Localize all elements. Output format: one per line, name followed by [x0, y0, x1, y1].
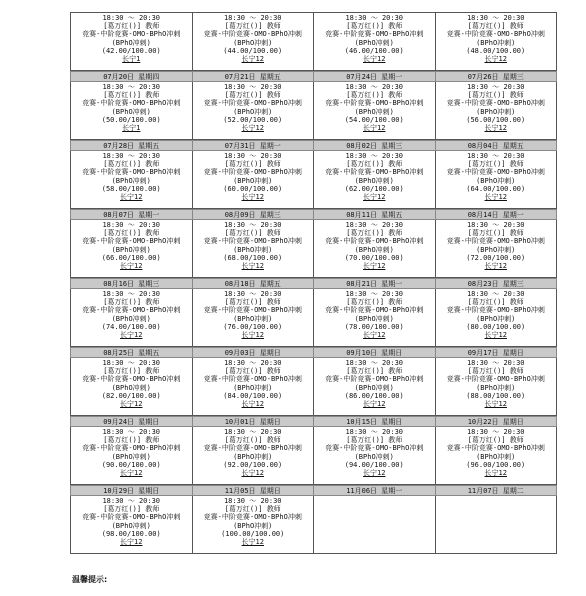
schedule-row — [70, 416, 557, 485]
session-course: 竞赛-中阶竞赛-OMO-BPhO冲刺 — [82, 513, 181, 522]
session-sub: (BPhO冲刺) — [111, 521, 151, 530]
session-course: 竞赛-中阶竞赛-OMO-BPhO冲刺 — [82, 375, 181, 384]
session-campus: 长宁12 — [484, 54, 507, 63]
class-session-cell — [436, 220, 558, 278]
session-time: 18:30 ～ 20:30 — [102, 221, 161, 229]
session-teacher: [葛万红()] 教师 — [467, 436, 524, 445]
date-header-row — [70, 278, 557, 289]
session-course: 竞赛-中阶竞赛-OMO-BPhO冲刺 — [325, 444, 424, 453]
session-time: 18:30 ～ 20:30 — [223, 14, 282, 22]
session-campus: 长宁12 — [241, 468, 264, 477]
session-teacher: [葛万红()] 教师 — [224, 367, 281, 376]
session-progress: (68.00/100.00) — [223, 253, 283, 262]
session-progress: (52.00/100.00) — [223, 115, 283, 124]
schedule-row — [70, 209, 557, 278]
session-campus: 长宁12 — [363, 330, 386, 339]
date-header: 10月01日 星期日 — [193, 416, 315, 427]
date-header: 09月03日 星期日 — [193, 347, 315, 358]
date-header: 08月18日 星期五 — [193, 278, 315, 289]
class-session-cell — [314, 289, 436, 347]
session-teacher: [葛万红()] 教师 — [467, 229, 524, 238]
session-progress: (66.00/100.00) — [101, 253, 161, 262]
session-sub: (BPhO冲刺) — [111, 452, 151, 461]
session-progress: (86.00/100.00) — [344, 391, 404, 400]
session-sub: (BPhO冲刺) — [111, 314, 151, 323]
session-sub: (BPhO冲刺) — [476, 38, 516, 47]
session-sub: (BPhO冲刺) — [354, 38, 394, 47]
session-sub: (BPhO冲刺) — [111, 38, 151, 47]
date-header: 08月16日 星期三 — [71, 278, 193, 289]
session-course: 竞赛-中阶竞赛-OMO-BPhO冲刺 — [82, 168, 181, 177]
session-time: 18:30 ～ 20:30 — [466, 221, 525, 229]
class-session-cell — [71, 151, 193, 209]
session-progress: (62.00/100.00) — [344, 184, 404, 193]
session-course: 竞赛-中阶竞赛-OMO-BPhO冲刺 — [325, 306, 424, 315]
session-campus: 长宁12 — [241, 123, 264, 132]
session-time: 18:30 ～ 20:30 — [223, 290, 282, 298]
session-progress: (60.00/100.00) — [223, 184, 283, 193]
session-time: 18:30 ～ 20:30 — [345, 152, 404, 160]
session-teacher: [葛万红()] 教师 — [103, 229, 160, 238]
session-progress: (58.00/100.00) — [101, 184, 161, 193]
date-header: 08月11日 星期五 — [314, 209, 436, 220]
session-time: 18:30 ～ 20:30 — [345, 359, 404, 367]
session-teacher: [葛万红()] 教师 — [346, 229, 403, 238]
session-teacher: [葛万红()] 教师 — [224, 91, 281, 100]
session-course: 竞赛-中阶竞赛-OMO-BPhO冲刺 — [82, 237, 181, 246]
session-campus: 长宁12 — [120, 261, 143, 270]
date-header: 11月07日 星期二 — [436, 485, 558, 496]
session-teacher: [葛万红()] 教师 — [224, 160, 281, 169]
class-session-cell — [436, 82, 558, 140]
date-header: 10月29日 星期日 — [71, 485, 193, 496]
session-sub: (BPhO冲刺) — [233, 176, 273, 185]
class-session-cell — [71, 427, 193, 485]
session-course: 竞赛-中阶竞赛-OMO-BPhO冲刺 — [203, 444, 302, 453]
date-header: 10月22日 星期日 — [436, 416, 558, 427]
class-session-cell — [314, 220, 436, 278]
session-sub: (BPhO冲刺) — [476, 176, 516, 185]
class-session-cell — [436, 289, 558, 347]
date-header: 07月31日 星期一 — [193, 140, 315, 151]
session-teacher: [葛万红()] 教师 — [467, 367, 524, 376]
session-time: 18:30 ～ 20:30 — [466, 14, 525, 22]
date-header: 07月28日 星期五 — [71, 140, 193, 151]
session-course: 竞赛-中阶竞赛-OMO-BPhO冲刺 — [203, 513, 302, 522]
class-session-cell — [193, 358, 315, 416]
session-sub: (BPhO冲刺) — [111, 107, 151, 116]
session-sub: (BPhO冲刺) — [476, 383, 516, 392]
schedule-row — [70, 71, 557, 140]
date-header: 08月21日 星期一 — [314, 278, 436, 289]
date-header: 09月17日 星期日 — [436, 347, 558, 358]
session-time: 18:30 ～ 20:30 — [223, 83, 282, 91]
session-course: 竞赛-中阶竞赛-OMO-BPhO冲刺 — [325, 237, 424, 246]
session-campus: 长宁12 — [120, 537, 143, 546]
date-header-row — [70, 416, 557, 427]
session-progress: (84.00/100.00) — [223, 391, 283, 400]
session-course: 竞赛-中阶竞赛-OMO-BPhO冲刺 — [82, 306, 181, 315]
date-header: 11月05日 星期日 — [193, 485, 315, 496]
tip-label: 温馨提示: — [72, 575, 108, 584]
session-time: 18:30 ～ 20:30 — [466, 83, 525, 91]
session-progress: (48.00/100.00) — [466, 46, 526, 55]
class-session-cell — [436, 13, 558, 71]
session-progress: (90.00/100.00) — [101, 460, 161, 469]
session-time: 18:30 ～ 20:30 — [223, 359, 282, 367]
session-time: 18:30 ～ 20:30 — [102, 14, 161, 22]
session-sub: (BPhO冲刺) — [233, 38, 273, 47]
session-teacher: [葛万红()] 教师 — [467, 22, 524, 31]
session-teacher: [葛万红()] 教师 — [224, 229, 281, 238]
session-course: 竞赛-中阶竞赛-OMO-BPhO冲刺 — [82, 444, 181, 453]
session-progress: (98.00/100.00) — [101, 529, 161, 538]
session-time: 18:30 ～ 20:30 — [223, 497, 282, 505]
session-progress: (82.00/100.00) — [101, 391, 161, 400]
session-campus: 长宁12 — [241, 192, 264, 201]
schedule-row — [70, 347, 557, 416]
session-campus: 长宁12 — [484, 192, 507, 201]
session-time: 18:30 ～ 20:30 — [466, 290, 525, 298]
schedule-row — [70, 485, 557, 554]
session-campus: 长宁12 — [363, 123, 386, 132]
date-header: 08月09日 星期三 — [193, 209, 315, 220]
session-teacher: [葛万红()] 教师 — [467, 160, 524, 169]
session-time: 18:30 ～ 20:30 — [102, 497, 161, 505]
session-course: 竞赛-中阶竞赛-OMO-BPhO冲刺 — [203, 99, 302, 108]
session-course: 竞赛-中阶竞赛-OMO-BPhO冲刺 — [446, 375, 545, 384]
session-course: 竞赛-中阶竞赛-OMO-BPhO冲刺 — [325, 99, 424, 108]
schedule-row — [70, 278, 557, 347]
session-progress: (54.00/100.00) — [344, 115, 404, 124]
session-campus: 长宁12 — [120, 399, 143, 408]
session-sub: (BPhO冲刺) — [354, 107, 394, 116]
session-campus: 长宁12 — [120, 192, 143, 201]
session-sub: (BPhO冲刺) — [354, 383, 394, 392]
session-sub: (BPhO冲刺) — [111, 176, 151, 185]
session-course: 竞赛-中阶竞赛-OMO-BPhO冲刺 — [203, 306, 302, 315]
session-teacher: [葛万红()] 教师 — [224, 436, 281, 445]
empty-cell — [436, 496, 558, 554]
session-sub: (BPhO冲刺) — [233, 452, 273, 461]
class-session-cell — [314, 82, 436, 140]
session-time: 18:30 ～ 20:30 — [345, 290, 404, 298]
date-header: 07月24日 星期一 — [314, 71, 436, 82]
session-time: 18:30 ～ 20:30 — [102, 428, 161, 436]
session-teacher: [葛万红()] 教师 — [224, 22, 281, 31]
date-header: 08月23日 星期三 — [436, 278, 558, 289]
session-progress: (42.00/100.00) — [101, 46, 161, 55]
session-sub: (BPhO冲刺) — [233, 521, 273, 530]
session-teacher: [葛万红()] 教师 — [103, 22, 160, 31]
date-header: 08月02日 星期三 — [314, 140, 436, 151]
date-header: 08月25日 星期五 — [71, 347, 193, 358]
session-course: 竞赛-中阶竞赛-OMO-BPhO冲刺 — [203, 375, 302, 384]
session-progress: (44.00/100.00) — [223, 46, 283, 55]
session-campus: 长宁12 — [363, 399, 386, 408]
session-time: 18:30 ～ 20:30 — [102, 290, 161, 298]
session-campus: 长宁12 — [363, 54, 386, 63]
session-progress: (92.00/100.00) — [223, 460, 283, 469]
class-session-cell — [314, 13, 436, 71]
class-session-cell — [71, 289, 193, 347]
class-session-cell — [71, 13, 193, 71]
session-course: 竞赛-中阶竞赛-OMO-BPhO冲刺 — [446, 237, 545, 246]
session-course: 竞赛-中阶竞赛-OMO-BPhO冲刺 — [325, 375, 424, 384]
class-session-cell — [436, 427, 558, 485]
session-sub: (BPhO冲刺) — [233, 314, 273, 323]
session-time: 18:30 ～ 20:30 — [223, 221, 282, 229]
class-session-cell — [314, 151, 436, 209]
session-course: 竞赛-中阶竞赛-OMO-BPhO冲刺 — [203, 237, 302, 246]
class-session-cell — [193, 496, 315, 554]
session-campus: 长宁12 — [363, 468, 386, 477]
session-time: 18:30 ～ 20:30 — [345, 83, 404, 91]
session-teacher: [葛万红()] 教师 — [346, 367, 403, 376]
session-teacher: [葛万红()] 教师 — [346, 22, 403, 31]
date-header: 07月26日 星期三 — [436, 71, 558, 82]
session-time: 18:30 ～ 20:30 — [466, 152, 525, 160]
session-teacher: [葛万红()] 教师 — [346, 91, 403, 100]
session-teacher: [葛万红()] 教师 — [103, 160, 160, 169]
session-sub: (BPhO冲刺) — [476, 245, 516, 254]
session-teacher: [葛万红()] 教师 — [346, 160, 403, 169]
session-campus: 长宁12 — [241, 54, 264, 63]
session-time: 18:30 ～ 20:30 — [345, 14, 404, 22]
session-progress: (96.00/100.00) — [466, 460, 526, 469]
session-course: 竞赛-中阶竞赛-OMO-BPhO冲刺 — [446, 306, 545, 315]
class-session-cell — [71, 358, 193, 416]
date-header: 08月04日 星期五 — [436, 140, 558, 151]
session-course: 竞赛-中阶竞赛-OMO-BPhO冲刺 — [203, 168, 302, 177]
session-progress: (64.00/100.00) — [466, 184, 526, 193]
session-time: 18:30 ～ 20:30 — [223, 428, 282, 436]
session-progress: (94.00/100.00) — [344, 460, 404, 469]
session-campus: 长宁12 — [484, 468, 507, 477]
class-session-cell — [193, 151, 315, 209]
class-session-cell — [71, 496, 193, 554]
session-campus: 长宁12 — [484, 261, 507, 270]
date-header: 09月24日 星期日 — [71, 416, 193, 427]
date-header: 07月21日 星期五 — [193, 71, 315, 82]
date-header: 08月07日 星期一 — [71, 209, 193, 220]
session-campus: 长宁12 — [484, 399, 507, 408]
session-time: 18:30 ～ 20:30 — [102, 152, 161, 160]
date-header: 10月15日 星期日 — [314, 416, 436, 427]
date-header: 08月14日 星期一 — [436, 209, 558, 220]
class-session-cell — [314, 358, 436, 416]
session-progress: (76.00/100.00) — [223, 322, 283, 331]
class-session-cell — [71, 82, 193, 140]
session-teacher: [葛万红()] 教师 — [103, 367, 160, 376]
session-course: 竞赛-中阶竞赛-OMO-BPhO冲刺 — [446, 99, 545, 108]
class-session-cell — [71, 220, 193, 278]
class-session-cell — [436, 151, 558, 209]
session-progress: (88.00/100.00) — [466, 391, 526, 400]
session-progress: (46.00/100.00) — [344, 46, 404, 55]
session-campus: 长宁12 — [484, 123, 507, 132]
date-header: 11月06日 星期一 — [314, 485, 436, 496]
session-sub: (BPhO冲刺) — [111, 245, 151, 254]
session-progress: (50.00/100.00) — [101, 115, 161, 124]
session-campus: 长宁12 — [363, 261, 386, 270]
session-time: 18:30 ～ 20:30 — [102, 83, 161, 91]
class-session-cell — [193, 289, 315, 347]
session-progress: (72.00/100.00) — [466, 253, 526, 262]
date-header-row — [70, 209, 557, 220]
class-session-cell — [193, 13, 315, 71]
session-teacher: [葛万红()] 教师 — [467, 298, 524, 307]
session-sub: (BPhO冲刺) — [476, 452, 516, 461]
date-header: 07月20日 星期四 — [71, 71, 193, 82]
session-campus: 长宁12 — [241, 330, 264, 339]
session-time: 18:30 ～ 20:30 — [466, 428, 525, 436]
schedule-row — [70, 140, 557, 209]
session-campus: 长宁12 — [241, 399, 264, 408]
session-teacher: [葛万红()] 教师 — [103, 91, 160, 100]
session-campus: 长宁12 — [120, 330, 143, 339]
session-sub: (BPhO冲刺) — [233, 383, 273, 392]
session-sub: (BPhO冲刺) — [354, 176, 394, 185]
session-sub: (BPhO冲刺) — [233, 107, 273, 116]
session-teacher: [葛万红()] 教师 — [224, 505, 281, 514]
session-sub: (BPhO冲刺) — [354, 452, 394, 461]
session-course: 竞赛-中阶竞赛-OMO-BPhO冲刺 — [82, 99, 181, 108]
session-time: 18:30 ～ 20:30 — [466, 359, 525, 367]
session-campus: 长宁1 — [122, 54, 141, 63]
session-course: 竞赛-中阶竞赛-OMO-BPhO冲刺 — [446, 444, 545, 453]
session-teacher: [葛万红()] 教师 — [103, 298, 160, 307]
session-teacher: [葛万红()] 教师 — [103, 436, 160, 445]
session-teacher: [葛万红()] 教师 — [346, 436, 403, 445]
session-course: 竞赛-中阶竞赛-OMO-BPhO冲刺 — [203, 30, 302, 39]
date-header-row — [70, 140, 557, 151]
session-sub: (BPhO冲刺) — [354, 245, 394, 254]
schedule-grid — [70, 12, 557, 554]
class-session-cell — [314, 427, 436, 485]
session-sub: (BPhO冲刺) — [476, 314, 516, 323]
session-campus: 长宁12 — [241, 537, 264, 546]
session-sub: (BPhO冲刺) — [354, 314, 394, 323]
session-time: 18:30 ～ 20:30 — [345, 428, 404, 436]
date-header-row — [70, 347, 557, 358]
session-course: 竞赛-中阶竞赛-OMO-BPhO冲刺 — [446, 168, 545, 177]
session-time: 18:30 ～ 20:30 — [223, 152, 282, 160]
empty-cell — [314, 496, 436, 554]
session-progress: (78.00/100.00) — [344, 322, 404, 331]
session-sub: (BPhO冲刺) — [476, 107, 516, 116]
class-session-cell — [436, 358, 558, 416]
session-campus: 长宁12 — [120, 468, 143, 477]
session-progress: (70.00/100.00) — [344, 253, 404, 262]
class-session-cell — [193, 427, 315, 485]
session-time: 18:30 ～ 20:30 — [345, 221, 404, 229]
session-teacher: [葛万红()] 教师 — [346, 298, 403, 307]
session-course: 竞赛-中阶竞赛-OMO-BPhO冲刺 — [446, 30, 545, 39]
date-header-row — [70, 485, 557, 496]
session-progress: (74.00/100.00) — [101, 322, 161, 331]
session-progress: (100.00/100.00) — [221, 529, 285, 538]
session-course: 竞赛-中阶竞赛-OMO-BPhO冲刺 — [82, 30, 181, 39]
session-course: 竞赛-中阶竞赛-OMO-BPhO冲刺 — [325, 30, 424, 39]
session-teacher: [葛万红()] 教师 — [224, 298, 281, 307]
session-progress: (80.00/100.00) — [466, 322, 526, 331]
session-campus: 长宁12 — [241, 261, 264, 270]
session-sub: (BPhO冲刺) — [233, 245, 273, 254]
session-campus: 长宁12 — [363, 192, 386, 201]
session-sub: (BPhO冲刺) — [111, 383, 151, 392]
session-campus: 长宁1 — [122, 123, 141, 132]
class-session-cell — [193, 82, 315, 140]
class-session-cell — [193, 220, 315, 278]
session-course: 竞赛-中阶竞赛-OMO-BPhO冲刺 — [325, 168, 424, 177]
session-teacher: [葛万红()] 教师 — [103, 505, 160, 514]
date-header-row — [70, 71, 557, 82]
session-campus: 长宁12 — [484, 330, 507, 339]
date-header: 09月10日 星期日 — [314, 347, 436, 358]
session-teacher: [葛万红()] 教师 — [467, 91, 524, 100]
session-progress: (56.00/100.00) — [466, 115, 526, 124]
schedule-row — [70, 12, 557, 71]
session-time: 18:30 ～ 20:30 — [102, 359, 161, 367]
